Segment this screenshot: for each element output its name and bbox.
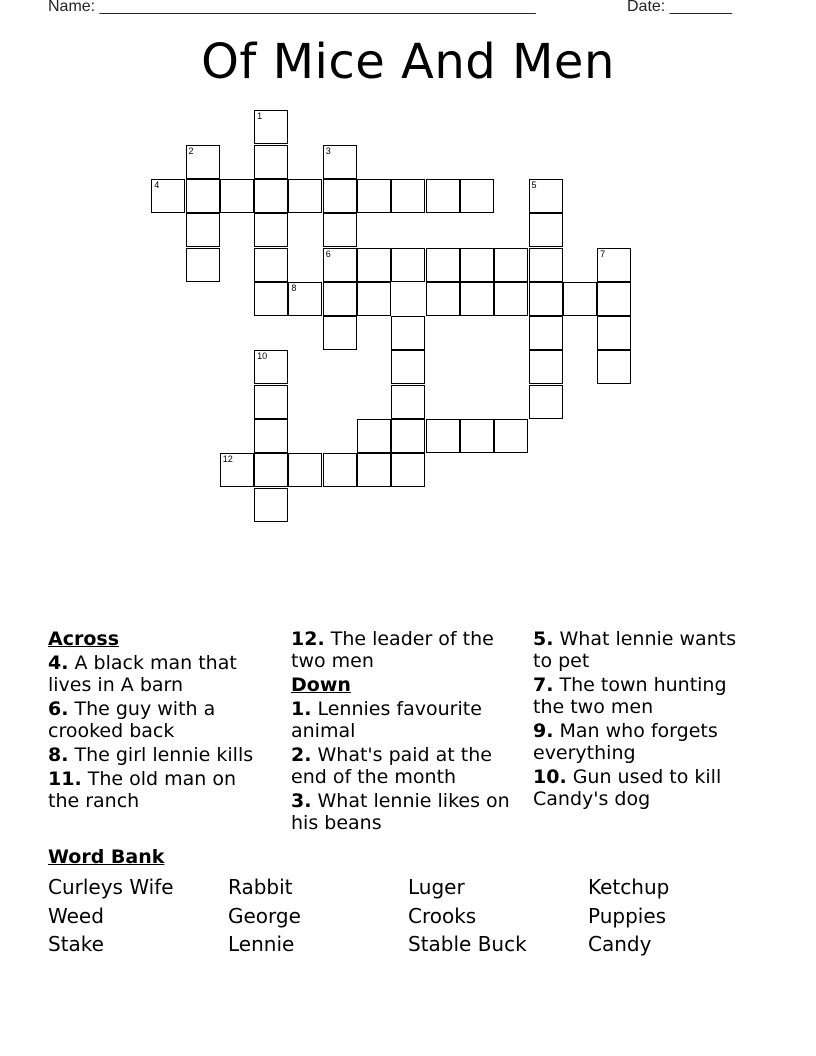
word-bank-item: Stable Buck <box>408 932 527 956</box>
clue-down-2 <box>291 744 516 788</box>
word-bank-item: George <box>228 903 301 928</box>
clue-column-1 <box>48 628 273 814</box>
clue-number: 2. <box>291 744 312 766</box>
clue-number: 10. <box>533 766 567 788</box>
grid-cell[interactable] <box>529 385 563 419</box>
clue-across-6 <box>48 698 273 742</box>
grid-cell[interactable] <box>186 145 220 179</box>
clue-across-8 <box>48 744 273 766</box>
clue-text: A black man that lives in A barn <box>48 652 237 696</box>
grid-cell[interactable] <box>254 179 288 213</box>
grid-cell[interactable] <box>288 179 322 213</box>
clue-down-1 <box>291 698 516 742</box>
grid-cell[interactable] <box>529 213 563 247</box>
clue-text: Man who forgets everything <box>533 720 718 764</box>
grid-cell[interactable] <box>460 419 494 453</box>
grid-cell[interactable] <box>151 179 185 213</box>
grid-cell[interactable] <box>220 453 254 487</box>
grid-cell[interactable] <box>357 453 391 487</box>
clue-across-11 <box>48 768 273 812</box>
clue-number: 8. <box>48 744 69 766</box>
grid-cell[interactable] <box>186 248 220 282</box>
grid-cell[interactable] <box>254 282 288 316</box>
grid-cell[interactable] <box>529 179 563 213</box>
clue-text: The old man on the ranch <box>48 768 236 812</box>
clue-text: The leader of the two men <box>291 628 494 672</box>
grid-cell[interactable] <box>391 385 425 419</box>
grid-cell[interactable] <box>597 316 631 350</box>
grid-cell[interactable] <box>254 350 288 384</box>
clue-text: The guy with a crooked back <box>48 698 216 742</box>
grid-cell[interactable] <box>288 453 322 487</box>
word-bank-item: Lennie <box>228 932 295 956</box>
clue-column-2 <box>291 628 516 836</box>
grid-cell[interactable] <box>323 282 357 316</box>
grid-cell[interactable] <box>254 385 288 419</box>
down-heading: Down <box>291 674 351 696</box>
grid-cell[interactable] <box>323 179 357 213</box>
clue-down-9 <box>533 720 758 764</box>
grid-cell[interactable] <box>323 316 357 350</box>
grid-cell[interactable] <box>529 282 563 316</box>
clue-number: 5. <box>533 628 554 650</box>
clue-number: 7. <box>533 674 554 696</box>
grid-cell[interactable] <box>597 350 631 384</box>
clue-number: 9. <box>533 720 554 742</box>
grid-cell[interactable] <box>357 248 391 282</box>
clue-number-label: 4 <box>154 179 160 190</box>
grid-cell[interactable] <box>460 282 494 316</box>
clue-number-label: 7 <box>600 248 606 259</box>
clue-number: 6. <box>48 698 69 720</box>
grid-cell[interactable] <box>391 248 425 282</box>
grid-cell[interactable] <box>494 282 528 316</box>
grid-cell[interactable] <box>597 248 631 282</box>
clue-text: The town hunting the two men <box>533 674 727 718</box>
grid-cell[interactable] <box>426 419 460 453</box>
grid-cell[interactable] <box>426 282 460 316</box>
grid-cell[interactable] <box>357 179 391 213</box>
grid-cell[interactable] <box>460 248 494 282</box>
grid-cell[interactable] <box>254 145 288 179</box>
grid-cell[interactable] <box>323 248 357 282</box>
clue-down-7 <box>533 674 758 718</box>
grid-cell[interactable] <box>220 179 254 213</box>
clue-number-label: 3 <box>325 145 331 156</box>
word-bank-item: Luger <box>408 875 465 899</box>
grid-cell[interactable] <box>494 248 528 282</box>
grid-cell[interactable] <box>597 282 631 316</box>
word-bank-item: Weed <box>48 903 104 928</box>
grid-cell[interactable] <box>529 316 563 350</box>
clue-number-label: 5 <box>531 179 537 190</box>
word-bank-item: Curleys Wife <box>48 875 174 899</box>
clue-text: Lennies favourite animal <box>291 698 482 742</box>
grid-cell[interactable] <box>357 419 391 453</box>
grid-cell[interactable] <box>254 453 288 487</box>
grid-cell[interactable] <box>323 145 357 179</box>
clue-down-10 <box>533 766 758 810</box>
clue-number: 11. <box>48 768 82 790</box>
grid-cell[interactable] <box>254 213 288 247</box>
grid-cell[interactable] <box>563 282 597 316</box>
clue-number-label: 1 <box>257 111 263 122</box>
grid-cell[interactable] <box>254 110 288 144</box>
grid-cell[interactable] <box>288 282 322 316</box>
grid-cell[interactable] <box>391 453 425 487</box>
word-bank-title: Word Bank <box>48 846 165 868</box>
clue-number: 1. <box>291 698 312 720</box>
grid-cell[interactable] <box>391 419 425 453</box>
across-heading: Across <box>48 628 120 650</box>
clue-down-5 <box>533 628 758 672</box>
grid-cell[interactable] <box>254 488 288 522</box>
word-bank-item: Crooks <box>408 903 477 928</box>
grid-cell[interactable] <box>391 316 425 350</box>
clue-number-label: 2 <box>188 145 194 156</box>
clue-number: 3. <box>291 790 312 812</box>
clue-across-12 <box>291 628 516 672</box>
grid-cell[interactable] <box>391 350 425 384</box>
clue-number-label: 12 <box>222 454 233 465</box>
word-bank-item: Stake <box>48 932 104 956</box>
word-bank <box>48 873 768 959</box>
word-bank-item: Puppies <box>588 903 667 928</box>
grid-cell[interactable] <box>323 213 357 247</box>
clue-number: 4. <box>48 652 69 674</box>
grid-cell[interactable] <box>186 179 220 213</box>
name-line: Name: _________________________________________________ <box>48 0 536 15</box>
grid-cell[interactable] <box>529 350 563 384</box>
clue-text: The girl lennie kills <box>68 744 254 766</box>
grid-cell[interactable] <box>460 179 494 213</box>
clue-text: What lennie likes on his beans <box>291 790 510 834</box>
grid-cell[interactable] <box>426 179 460 213</box>
clue-number-label: 10 <box>257 351 268 362</box>
clue-number-label: 6 <box>325 248 331 259</box>
grid-cell[interactable] <box>254 248 288 282</box>
grid-cell[interactable] <box>186 213 220 247</box>
clue-text: What lennie wants to pet <box>533 628 737 672</box>
clue-down-3 <box>291 790 516 834</box>
grid-cell[interactable] <box>357 282 391 316</box>
grid-cell[interactable] <box>391 179 425 213</box>
grid-cell[interactable] <box>426 248 460 282</box>
clue-column-3 <box>533 628 758 812</box>
clue-number-label: 8 <box>291 282 297 293</box>
grid-cell[interactable] <box>529 248 563 282</box>
clue-text: Gun used to kill Candy's dog <box>533 766 722 810</box>
clue-text: What's paid at the end of the month <box>291 744 492 788</box>
grid-cell[interactable] <box>323 453 357 487</box>
clue-across-4 <box>48 652 273 696</box>
word-bank-item: Rabbit <box>228 875 293 899</box>
grid-cell[interactable] <box>254 419 288 453</box>
word-bank-item: Ketchup <box>588 875 670 899</box>
clue-number: 12. <box>291 628 325 650</box>
puzzle-title: Of Mice And Men <box>201 34 615 90</box>
word-bank-item: Candy <box>588 932 652 956</box>
date-line: Date: _______ <box>627 0 732 15</box>
grid-cell[interactable] <box>494 419 528 453</box>
